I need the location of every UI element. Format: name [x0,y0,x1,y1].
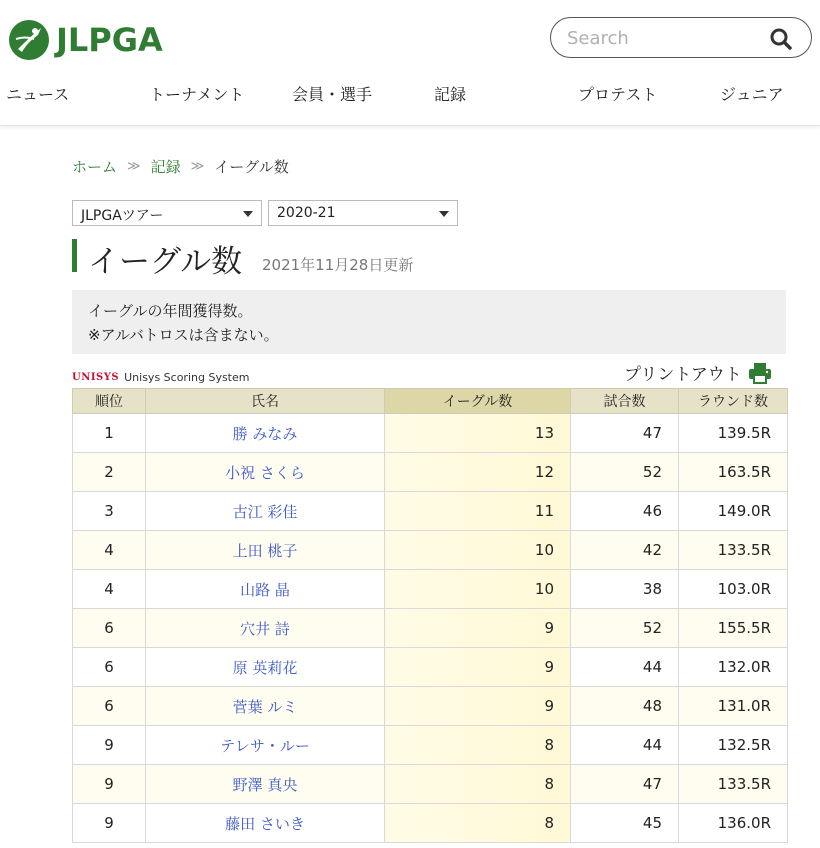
rank-cell: 3 [73,492,146,531]
chevron-down-icon [243,211,253,217]
eagles-cell: 10 [385,531,571,570]
player-name-link[interactable]: 古江 彩佳 [146,492,385,531]
breadcrumb [72,156,289,177]
games-cell: 47 [571,414,679,453]
rank-cell: 9 [73,765,146,804]
tour-select-value: JLPGAツアー [81,208,164,224]
season-select[interactable] [268,200,458,226]
table-header-row [73,389,788,414]
title-accent-bar [72,239,77,272]
golfer-logo-icon [8,19,50,61]
chevron-down-icon [439,211,449,217]
printer-icon [748,362,772,384]
table-row [73,687,788,726]
description-line-2: ※アルバトロスは含まない。 [88,326,279,344]
rounds-cell: 132.0R [679,648,788,687]
player-name-link[interactable]: 上田 桃子 [146,531,385,570]
header-rounds[interactable]: ラウンド数 [679,389,788,414]
eagles-cell: 13 [385,414,571,453]
rounds-cell: 133.5R [679,531,788,570]
search-icon[interactable] [769,27,793,51]
table-row [73,726,788,765]
table-row [73,453,788,492]
site-header [0,0,820,126]
header-eagles[interactable]: イーグル数 [385,389,571,414]
eagles-cell: 11 [385,492,571,531]
nav-item-tournament[interactable]: トーナメント [149,85,245,104]
table-row [73,609,788,648]
player-name-link[interactable]: 藤田 さいき [146,804,385,843]
rounds-cell: 163.5R [679,453,788,492]
rank-cell: 9 [73,726,146,765]
header-rank[interactable]: 順位 [73,389,146,414]
games-cell: 46 [571,492,679,531]
rounds-cell: 136.0R [679,804,788,843]
eagles-cell: 10 [385,570,571,609]
player-name-link[interactable]: 原 英莉花 [146,648,385,687]
games-cell: 44 [571,726,679,765]
unisys-logo: UNISYS [72,372,120,383]
nav-item-protest[interactable]: プロテスト [578,85,658,104]
rounds-cell: 132.5R [679,726,788,765]
eagles-cell: 8 [385,765,571,804]
rounds-cell: 131.0R [679,687,788,726]
search-input[interactable] [567,24,767,52]
breadcrumb-separator-icon: ≫ [127,159,141,174]
description-box [72,290,786,354]
eagle-ranking-table [72,388,788,843]
player-name-link[interactable]: 小祝 さくら [146,453,385,492]
table-row [73,765,788,804]
rank-cell: 1 [73,414,146,453]
games-cell: 42 [571,531,679,570]
games-cell: 52 [571,453,679,492]
player-name-link[interactable]: 野澤 真央 [146,765,385,804]
season-select-value: 2020-21 [277,205,336,221]
header-name[interactable]: 氏名 [146,389,385,414]
player-name-link[interactable]: 穴井 詩 [146,609,385,648]
games-cell: 47 [571,765,679,804]
table-body [73,414,788,843]
player-name-link[interactable]: テレサ・ルー [146,726,385,765]
rank-cell: 6 [73,687,146,726]
table-row [73,648,788,687]
rank-cell: 4 [73,570,146,609]
rounds-cell: 139.5R [679,414,788,453]
eagles-cell: 12 [385,453,571,492]
nav-item-news[interactable]: ニュース [6,85,70,104]
rank-cell: 6 [73,648,146,687]
player-name-link[interactable]: 勝 みなみ [146,414,385,453]
sponsor-credit [72,371,249,384]
table-row [73,531,788,570]
breadcrumb-records[interactable]: 記録 [150,158,181,176]
rank-cell: 4 [73,531,146,570]
eagles-cell: 9 [385,687,571,726]
table-row [73,804,788,843]
nav-item-members[interactable]: 会員・選手 [292,85,373,104]
eagles-cell: 9 [385,609,571,648]
rounds-cell: 133.5R [679,765,788,804]
eagles-cell: 8 [385,726,571,765]
table-row [73,570,788,609]
jlpga-logo[interactable] [8,18,163,62]
rank-cell: 6 [73,609,146,648]
updated-date: 2021年11月28日更新 [262,256,414,274]
games-cell: 48 [571,687,679,726]
breadcrumb-separator-icon: ≫ [190,159,205,174]
print-button[interactable] [624,360,772,385]
nav-item-junior[interactable]: ジュニア [720,85,784,104]
header-games[interactable]: 試合数 [571,389,679,414]
main-nav [0,82,820,110]
games-cell: 52 [571,609,679,648]
page-title: イーグル数 [88,244,243,280]
description-line-1: イーグルの年間獲得数。 [88,302,253,320]
search-box[interactable] [550,17,812,58]
player-name-link[interactable]: 菅葉 ルミ [146,687,385,726]
rank-cell: 2 [73,453,146,492]
sponsor-text: Unisys Scoring System [124,371,250,384]
breadcrumb-home[interactable]: ホーム [72,158,118,176]
player-name-link[interactable]: 山路 晶 [146,570,385,609]
eagles-cell: 8 [385,804,571,843]
tour-select[interactable] [72,200,262,226]
games-cell: 44 [571,648,679,687]
logo-text: JLPGA [56,21,163,59]
breadcrumb-current: イーグル数 [214,158,289,176]
print-label: プリントアウト [624,365,742,385]
rank-cell: 9 [73,804,146,843]
rounds-cell: 149.0R [679,492,788,531]
rounds-cell: 103.0R [679,570,788,609]
table-row [73,414,788,453]
eagles-cell: 9 [385,648,571,687]
rounds-cell: 155.5R [679,609,788,648]
games-cell: 38 [571,570,679,609]
nav-item-records[interactable]: 記録 [434,85,467,104]
table-row [73,492,788,531]
games-cell: 45 [571,804,679,843]
